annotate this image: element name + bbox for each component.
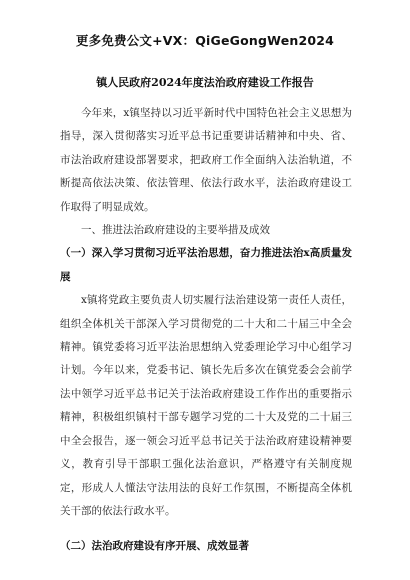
intro-paragraph: 今年来，x镇坚持以习近平新时代中国特色社会主义思想为指导，深入贯彻落实习近平总书记重要讲话精神和中央、省、市法治政府建设部署要求，把政府工作全面纳入法治轨道，不断提高依法决策、依法管理、依法行政水平，法治政府建设工作取得了明显成效。: [60, 107, 352, 213]
paragraph-gap: [60, 523, 352, 535]
watermark-text: 更多免费公文+VX：QiGeGongWen2024: [75, 33, 335, 48]
subsection-1-paragraph: x镇将党政主要负责人切实履行法治建设第一责任人责任，组织全体机关干部深入学习贯彻党的二十大和二十届三中全会精神。镇党委将习近平法治思想纳入党委理论学习中心组学习计划。今年以来，党委书记、镇长先后多次在镇党委会会前学法中领学习近平总书记关于法治政府建设工作作出的重要指示精神，积极组织镇村干部专题学习党的二十大及党的二十届三中全会报告，逐一领会习近平总书记关于法治政府建设精神要义，教育引导干部职工强化法治意识，严格遵守有关制度规定，形成人人懂法守法用法的良好工作氛围，不断提高全体机关干部的依法行政水平。: [60, 294, 352, 517]
document-title: 镇人民政府2024年度法治政府建设工作报告: [96, 76, 314, 89]
document-body: [60, 102, 352, 559]
subsection-heading-1: （一）深入学习贯彻习近平法治思想，奋力推进法治x高质量发展: [60, 247, 352, 283]
subsection-heading-2: （二）法治政府建设有序开展、成效显著: [60, 540, 249, 553]
section-heading-1: 一、推进法治政府建设的主要举措及成效: [81, 224, 270, 237]
